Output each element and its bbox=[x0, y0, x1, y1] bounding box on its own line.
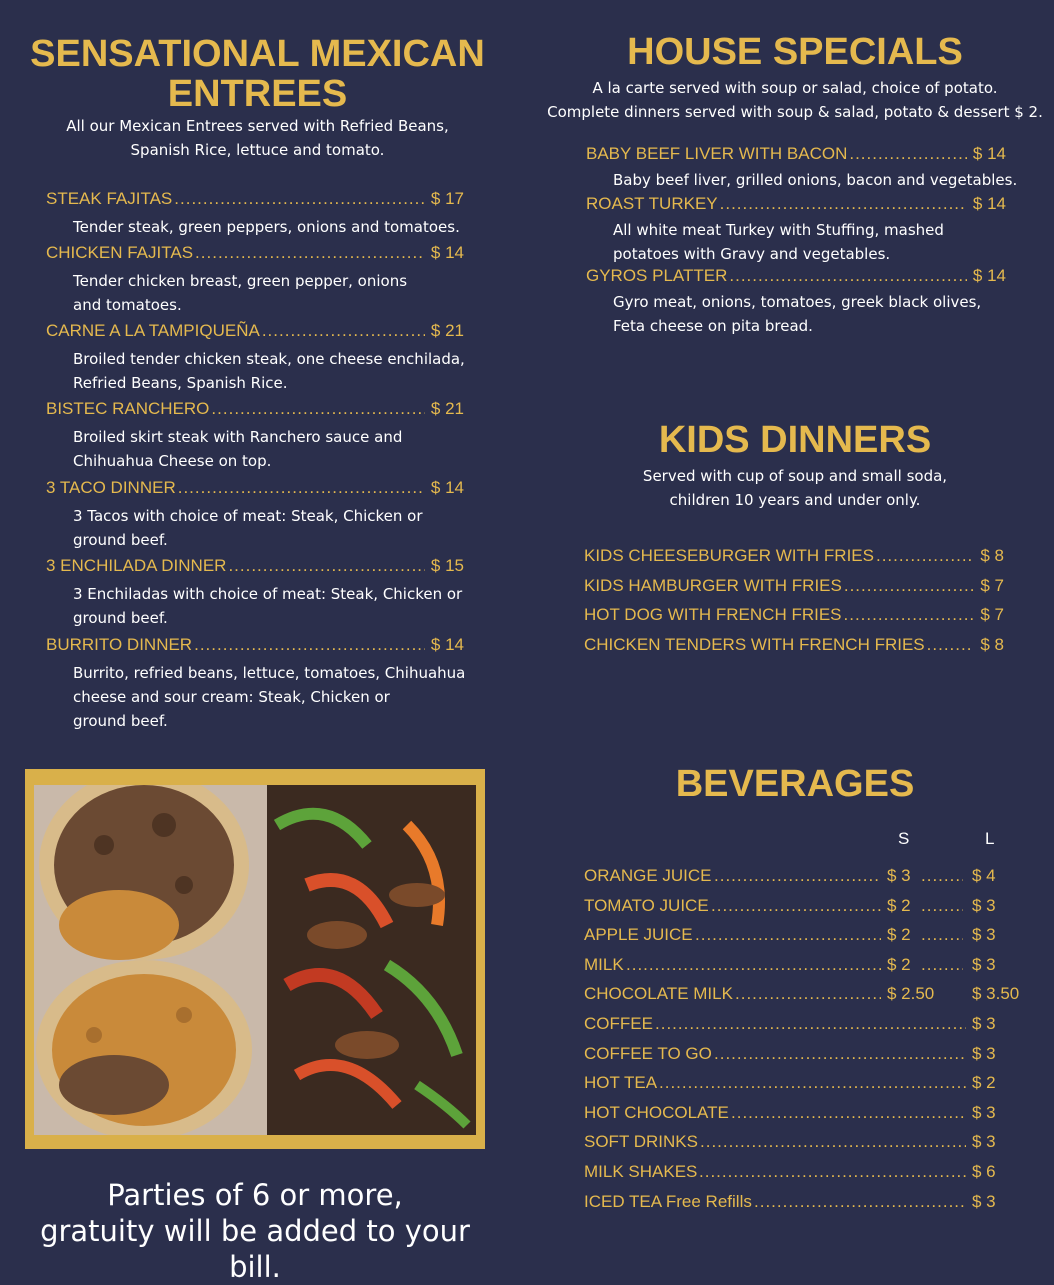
house-note bbox=[540, 76, 1050, 124]
menu-item-baby-beef-liver bbox=[586, 144, 1006, 164]
house-note-line1: A la carte served with soup or salad, choice of potato. bbox=[592, 79, 998, 97]
leader-dots bbox=[731, 1103, 966, 1123]
item-name: 3 TACO DINNER bbox=[46, 478, 176, 497]
beverage-price-large: $ 2 bbox=[972, 1073, 996, 1093]
beverage-price-large: $ 3 bbox=[972, 954, 996, 974]
fajitas-image bbox=[267, 785, 476, 1135]
menu-item-steak-fajitas bbox=[46, 189, 464, 209]
item-name: KIDS CHEESEBURGER WITH FRIES bbox=[584, 546, 874, 565]
leader-dots bbox=[735, 984, 881, 1004]
kids-note bbox=[540, 464, 1050, 512]
item-name: BABY BEEF LIVER WITH BACON bbox=[586, 144, 848, 163]
item-name: BISTEC RANCHERO bbox=[46, 399, 210, 418]
menu-item-carne-tampiquena bbox=[46, 321, 464, 341]
leader-dots bbox=[194, 635, 425, 655]
item-price: $ 21 bbox=[430, 321, 464, 340]
leader-dots bbox=[714, 866, 881, 886]
beverage-name: ICED TEA Free Refills bbox=[584, 1191, 752, 1211]
leader-dots bbox=[921, 925, 963, 945]
size-header-small: S bbox=[898, 829, 910, 848]
beverage-price-large: $ 4 bbox=[972, 866, 996, 885]
beverage-name: HOT CHOCOLATE bbox=[584, 1102, 729, 1122]
leader-dots bbox=[178, 478, 425, 498]
beverage-price-large: $ 3.50 bbox=[972, 984, 1020, 1004]
leader-dots bbox=[921, 866, 963, 886]
leader-dots bbox=[921, 896, 963, 916]
leader-dots bbox=[228, 556, 424, 576]
item-description bbox=[73, 425, 473, 473]
beverage-price-large: $ 3 bbox=[972, 1191, 996, 1211]
burrito-photo bbox=[34, 785, 267, 1135]
item-description bbox=[73, 215, 473, 239]
menu-item-chicken-fajitas bbox=[46, 243, 464, 263]
beverage-name: COFFEE bbox=[584, 1014, 653, 1033]
menu-item-burrito-dinner bbox=[46, 635, 464, 655]
desc-line: ground beef. bbox=[73, 712, 168, 730]
leader-dots bbox=[711, 896, 881, 916]
beverage-price-small: $ 2 bbox=[887, 925, 911, 945]
beverage-row bbox=[584, 896, 1024, 920]
beverage-name: HOT TEA bbox=[584, 1073, 658, 1093]
leader-dots bbox=[700, 1132, 966, 1152]
item-price: $ 15 bbox=[430, 556, 464, 575]
desc-line: ground beef. bbox=[73, 531, 168, 549]
item-name: CHICKEN TENDERS WITH FRENCH FRIES bbox=[584, 635, 925, 654]
desc-line: ground beef. bbox=[73, 609, 168, 627]
leader-dots bbox=[699, 1162, 966, 1182]
beverage-row bbox=[584, 1044, 1024, 1068]
menu-item-3-taco-dinner bbox=[46, 478, 464, 498]
desc-line: Broiled tender chicken steak, one cheese enchilada, bbox=[73, 350, 465, 368]
kids-dinners-title: KIDS DINNERS bbox=[658, 419, 932, 461]
item-description bbox=[73, 347, 473, 395]
desc-line: and tomatoes. bbox=[73, 296, 182, 314]
item-price: $ 14 bbox=[430, 635, 464, 654]
beverage-name: COFFEE TO GO bbox=[584, 1043, 712, 1063]
house-note-line2: Complete dinners served with soup & salad, potato & dessert $ 2. bbox=[547, 103, 1043, 121]
mexican-title bbox=[20, 34, 495, 114]
menu-item-gyros-platter bbox=[586, 266, 1006, 286]
kids-note-line1: Served with cup of soup and small soda, bbox=[642, 467, 948, 485]
food-photo-frame bbox=[25, 769, 485, 1149]
size-header-large: L bbox=[985, 829, 995, 848]
beverage-name: MILK bbox=[584, 954, 624, 974]
item-price: $ 14 bbox=[430, 243, 464, 262]
mexican-note bbox=[20, 114, 495, 162]
beverage-name: CHOCOLATE MILK bbox=[584, 984, 733, 1004]
leader-dots bbox=[927, 635, 975, 655]
gratuity-line1: Parties of 6 or more, bbox=[107, 1178, 403, 1212]
beverage-name: ORANGE JUICE bbox=[584, 866, 712, 885]
mexican-note-line2: Spanish Rice, lettuce and tomato. bbox=[130, 141, 385, 159]
item-price: $ 17 bbox=[430, 189, 464, 208]
item-description bbox=[613, 218, 1033, 266]
desc-line: 3 Tacos with choice of meat: Steak, Chicken or bbox=[73, 507, 423, 525]
fajitas-photo bbox=[267, 785, 476, 1135]
item-price: $ 7 bbox=[980, 605, 1004, 624]
mexican-title-line1: SENSATIONAL MEXICAN bbox=[30, 33, 485, 75]
item-description bbox=[73, 661, 473, 733]
leader-dots bbox=[754, 1192, 966, 1212]
item-name: ROAST TURKEY bbox=[586, 194, 718, 213]
desc-line: Refried Beans, Spanish Rice. bbox=[73, 374, 288, 392]
beverage-price-small: $ 2 bbox=[887, 895, 911, 915]
beverage-row bbox=[584, 1014, 1024, 1038]
beverage-row bbox=[584, 1132, 1024, 1156]
menu-item-bistec-ranchero bbox=[46, 399, 464, 419]
mexican-title-line2: ENTREES bbox=[167, 73, 348, 115]
item-description bbox=[73, 269, 473, 317]
beverage-row bbox=[584, 955, 1024, 979]
item-price: $ 7 bbox=[980, 576, 1004, 595]
leader-dots bbox=[626, 955, 881, 975]
leader-dots bbox=[695, 925, 881, 945]
beverage-row bbox=[584, 1073, 1024, 1097]
leader-dots bbox=[714, 1044, 966, 1064]
beverage-row bbox=[584, 1162, 1024, 1186]
item-description bbox=[73, 504, 473, 552]
item-name: 3 ENCHILADA DINNER bbox=[46, 556, 227, 575]
menu-item-hot-dog bbox=[584, 605, 1004, 625]
menu-item-chicken-tenders bbox=[584, 635, 1004, 655]
desc-line: Gyro meat, onions, tomatoes, greek black olives, bbox=[613, 293, 982, 311]
beverage-price-large: $ 3 bbox=[972, 895, 996, 915]
gratuity-notice bbox=[15, 1177, 495, 1285]
beverage-price-small: $ 3 bbox=[887, 866, 911, 885]
item-name: KIDS HAMBURGER WITH FRIES bbox=[584, 576, 842, 595]
beverage-price-small: $ 2 bbox=[887, 954, 911, 974]
beverage-row bbox=[584, 1192, 1024, 1216]
item-price: $ 14 bbox=[972, 266, 1006, 285]
leader-dots bbox=[195, 243, 425, 263]
desc-line: Baby beef liver, grilled onions, bacon and vegetables. bbox=[613, 171, 1018, 189]
item-price: $ 14 bbox=[430, 478, 464, 497]
kids-note-line2: children 10 years and under only. bbox=[669, 491, 921, 509]
beverage-name: APPLE JUICE bbox=[584, 925, 693, 945]
desc-line: All white meat Turkey with Stuffing, mashed bbox=[613, 221, 944, 239]
menu-item-kids-cheeseburger bbox=[584, 546, 1004, 566]
item-name: CHICKEN FAJITAS bbox=[46, 243, 194, 262]
desc-line: Burrito, refried beans, lettuce, tomatoes, Chihuahua bbox=[73, 664, 466, 682]
house-specials-title: HOUSE SPECIALS bbox=[627, 31, 963, 73]
beverage-price-small: $ 2.50 bbox=[887, 984, 935, 1004]
menu-item-kids-hamburger bbox=[584, 576, 1004, 596]
beverage-row bbox=[584, 1103, 1024, 1127]
leader-dots bbox=[921, 955, 963, 975]
desc-line: 3 Enchiladas with choice of meat: Steak, Chicken or bbox=[73, 585, 463, 603]
item-price: $ 14 bbox=[972, 194, 1006, 213]
desc-line: Tender steak, green peppers, onions and tomatoes. bbox=[73, 218, 460, 236]
leader-dots bbox=[844, 605, 975, 625]
leader-dots bbox=[720, 194, 967, 214]
item-name: CARNE A LA TAMPIQUEÑA bbox=[46, 321, 260, 340]
item-description bbox=[73, 582, 473, 630]
desc-line: Chihuahua Cheese on top. bbox=[73, 452, 272, 470]
item-price: $ 8 bbox=[980, 546, 1004, 565]
beverage-price-large: $ 3 bbox=[972, 1014, 996, 1033]
beverage-row bbox=[584, 984, 1024, 1008]
desc-line: potatoes with Gravy and vegetables. bbox=[613, 245, 891, 263]
item-description bbox=[613, 290, 1033, 338]
beverage-price-large: $ 3 bbox=[972, 1132, 996, 1152]
menu-item-3-enchilada-dinner bbox=[46, 556, 464, 576]
beverages-title: BEVERAGES bbox=[675, 763, 915, 805]
item-name: HOT DOG WITH FRENCH FRIES bbox=[584, 605, 842, 624]
mexican-note-line1: All our Mexican Entrees served with Refried Beans, bbox=[66, 117, 449, 135]
item-price: $ 14 bbox=[972, 144, 1006, 163]
item-price: $ 21 bbox=[430, 399, 464, 418]
beverage-name: TOMATO JUICE bbox=[584, 895, 709, 915]
beverage-name: MILK SHAKES bbox=[584, 1162, 698, 1181]
burrito-image bbox=[34, 785, 267, 1135]
beverage-row bbox=[584, 866, 1024, 890]
item-name: BURRITO DINNER bbox=[46, 635, 193, 654]
beverage-price-large: $ 3 bbox=[972, 1102, 996, 1122]
leader-dots bbox=[659, 1073, 966, 1093]
leader-dots bbox=[876, 546, 974, 566]
item-name: STEAK FAJITAS bbox=[46, 189, 173, 208]
desc-line: Feta cheese on pita bread. bbox=[613, 317, 813, 335]
leader-dots bbox=[174, 189, 425, 209]
leader-dots bbox=[262, 321, 425, 341]
gratuity-line2: gratuity will be added to your bill. bbox=[40, 1214, 470, 1284]
desc-line: Broiled skirt steak with Ranchero sauce and bbox=[73, 428, 403, 446]
beverage-price-large: $ 6 bbox=[972, 1162, 996, 1181]
beverage-row bbox=[584, 925, 1024, 949]
menu-item-roast-turkey bbox=[586, 194, 1006, 214]
item-name: GYROS PLATTER bbox=[586, 266, 728, 285]
beverage-price-large: $ 3 bbox=[972, 925, 996, 945]
beverage-price-large: $ 3 bbox=[972, 1043, 996, 1063]
leader-dots bbox=[655, 1014, 966, 1034]
item-price: $ 8 bbox=[980, 635, 1004, 654]
leader-dots bbox=[844, 576, 975, 596]
beverage-name: SOFT DRINKS bbox=[584, 1132, 698, 1152]
desc-line: cheese and sour cream: Steak, Chicken or bbox=[73, 688, 390, 706]
desc-line: Tender chicken breast, green pepper, onions bbox=[73, 272, 408, 290]
leader-dots bbox=[849, 144, 967, 164]
item-description bbox=[613, 168, 1033, 192]
leader-dots bbox=[729, 266, 967, 286]
leader-dots bbox=[211, 399, 424, 419]
